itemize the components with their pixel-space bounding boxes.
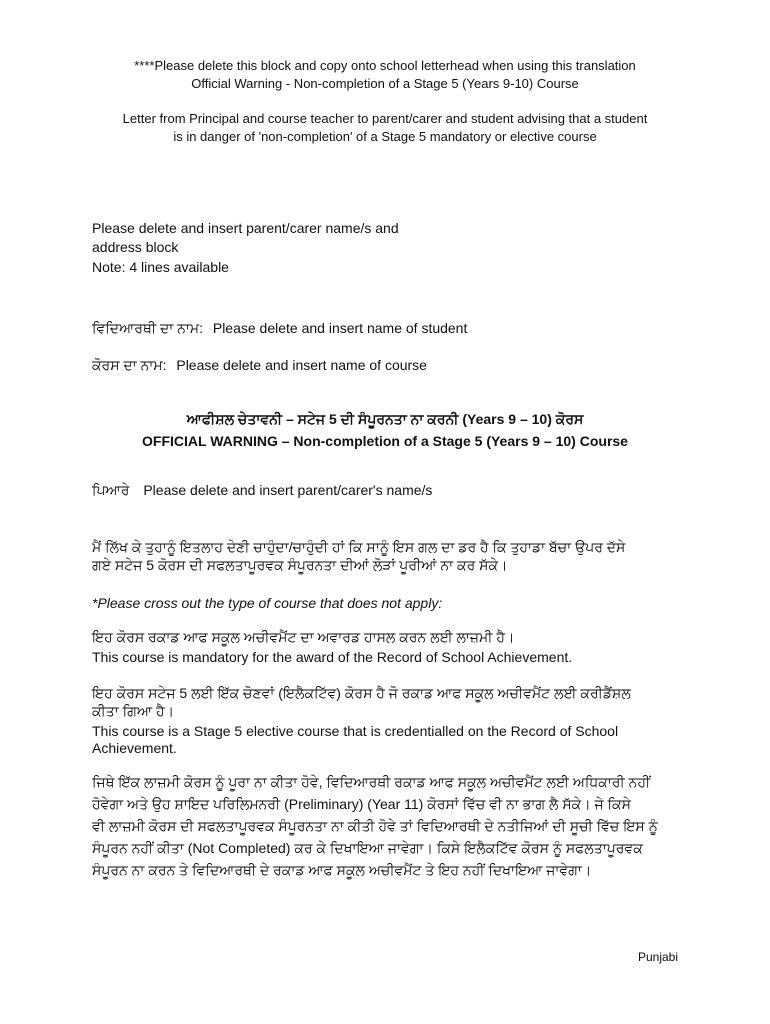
course-name-line: [92, 356, 678, 375]
course-name-label: ਕੋਰਸ ਦਾ ਨਾਮ:: [92, 357, 167, 373]
elective-english-line-2: Achievement.: [92, 740, 177, 756]
course-name-value: Please delete and insert name of course: [176, 357, 427, 373]
title-punjabi: ਆਫੀਸ਼ਲ ਚੇਤਾਵਨੀ – ਸਟੇਜ 5 ਦੀ ਸੰਪੂਰਨਤਾ ਨਾ ਕਰਨੀ (Years 9 – 10) ਕੋਰਸ: [186, 411, 584, 427]
cross-out-note: *Please cross out the type of course that does not apply:: [92, 595, 443, 611]
consequence-line-5: ਸੰਪੂਰਨ ਨਾ ਕਰਨ ਤੇ ਵਿਦਿਆਰਥੀ ਦੇ ਰਕਾਡ ਆਫ ਸਕੂਲ ਅਚੀਵਮੈਂਟ ਤੇ ਇਹ ਨਹੀਂ ਦਿਖਾਇਆ ਜਾਵੇਗਾ।: [92, 862, 592, 878]
intro-line-1: ਮੈਂ ਲਿੱਖ ਕੇ ਤੁਹਾਨੂੰ ਇਤਲਾਹ ਦੇਣੀ ਚਾਹੁੰਦਾ/ਚਾਹੁੰਦੀ ਹਾਂ ਕਿ ਸਾਨੂੰ ਇਸ ਗਲ ਦਾ ਡਰ ਹੈ ਕਿ ਤੁਹਾਡਾ ਬੱਚਾ ਉਪਰ ਦੱਸੇ: [92, 539, 626, 555]
intro-line-2: ਗਏ ਸਟੇਜ 5 ਕੋਰਸ ਦੀ ਸਫਲਤਾਪੂਰਵਕ ਸੰਪੂਰਨਤਾ ਦੀਆਂ ਲੋੜਾਂ ਪੂਰੀਆਂ ਨਾ ਕਰ ਸੱਕੇ।: [92, 557, 508, 573]
header-description-line-2: is in danger of 'non-completion' of a Stage 5 mandatory or elective course: [173, 129, 597, 144]
address-line-1: Please delete and insert parent/carer name/s and: [92, 220, 399, 236]
student-name-line: [92, 319, 678, 338]
elective-punjabi-line-1: ਇਹ ਕੋਰਸ ਸਟੇਜ 5 ਲਈ ਇੱਕ ਚੋਣਵਾਂ (ਇਲੈਕਟਿੱਵ) ਕੋਰਸ ਹੈ ਜੋ ਰਕਾਡ ਆਫ ਸਕੂਲ ਅਚੀਵਮੈਂਟ ਲਈ ਕਰੀਡੈਂਸ਼ਲ: [92, 685, 631, 701]
greeting-line: [92, 481, 678, 500]
mandatory-english: This course is mandatory for the award of the Record of School Achievement.: [92, 649, 573, 665]
header-subtitle: Official Warning - Non-completion of a Stage 5 (Years 9-10) Course: [191, 76, 579, 91]
header-description-line-1: Letter from Principal and course teacher to parent/carer and student advising that a student: [122, 111, 648, 126]
address-note: Note: 4 lines available: [92, 259, 229, 275]
title-english: OFFICIAL WARNING – Non-completion of a Stage 5 (Years 9 – 10) Course: [142, 433, 628, 449]
mandatory-punjabi: ਇਹ ਕੋਰਸ ਰਕਾਡ ਆਫ ਸਕੂਲ ਅਚੀਵਮੈਂਟ ਦਾ ਅਵਾਰਡ ਹਾਸਲ ਕਰਨ ਲਈ ਲਾਜ਼ਮੀ ਹੈ।: [92, 629, 515, 645]
consequence-line-3: ਵੀ ਲਾਜ਼ਮੀ ਕੋਰਸ ਦੀ ਸਫਲਤਾਪੂਰਵਕ ਸੰਪੂਰਨਤਾ ਨਾ ਕੀਤੀ ਹੋਵੇ ਤਾਂ ਵਿਦਿਆਰਥੀ ਦੇ ਨਤੀਜਿਆਂ ਦੀ ਸੂਚੀ ਵਿੱਚ ਇਸ ਨੂੰ: [92, 818, 658, 834]
header-instruction: ****Please delete this block and copy onto school letterhead when using this translation: [134, 58, 636, 73]
elective-punjabi-line-2: ਕੀਤਾ ਗਿਆ ਹੈ।: [92, 703, 175, 719]
footer-language: Punjabi: [637, 950, 678, 964]
consequence-line-1: ਜਿਥੇ ਇੱਕ ਲਾਜ਼ਮੀ ਕੋਰਸ ਨੂੰ ਪੂਰਾ ਨਾ ਕੀਤਾ ਹੋਵੇ, ਵਿਦਿਆਰਥੀ ਰਕਾਡ ਆਫ ਸਕੂਲ ਅਚੀਵਮੈਂਟ ਲਈ ਅਧਿਕਾਰੀ ਨਹੀਂ: [92, 774, 651, 790]
greeting-value: Please delete and insert parent/carer's name/s: [143, 482, 433, 498]
consequence-line-4: ਸੰਪੂਰਨ ਨਹੀਂ ਕੀਤਾ (Not Completed) ਕਰ ਕੇ ਦਿਖਾਇਆ ਜਾਵੇਗਾ। ਕਿਸੇ ਇਲੈਕਟਿੱਵ ਕੋਰਸ ਨੂੰ ਸਫਲਤਾਪੂਰਵਕ: [92, 840, 643, 856]
consequence-line-2: ਹੋਵੇਗਾ ਅਤੇ ਉਹ ਸ਼ਾਇਦ ਪਰਿਲਿਮਨਰੀ (Preliminary) (Year 11) ਕੋਰਸਾਂ ਵਿੱਚ ਵੀ ਨਾ ਭਾਗ ਲੈ ਸੱਕੇ। ਜੇ ਕਿਸੇ: [92, 796, 631, 812]
elective-english-line-1: This course is a Stage 5 elective course that is credentialled on the Record of School: [92, 723, 619, 739]
address-line-2: address block: [92, 239, 179, 255]
student-name-label: ਵਿਦਿਆਰਥੀ ਦਾ ਨਾਮ:: [92, 320, 203, 336]
student-name-value: Please delete and insert name of student: [212, 320, 468, 336]
greeting-label: ਪਿਆਰੇ: [92, 482, 130, 498]
